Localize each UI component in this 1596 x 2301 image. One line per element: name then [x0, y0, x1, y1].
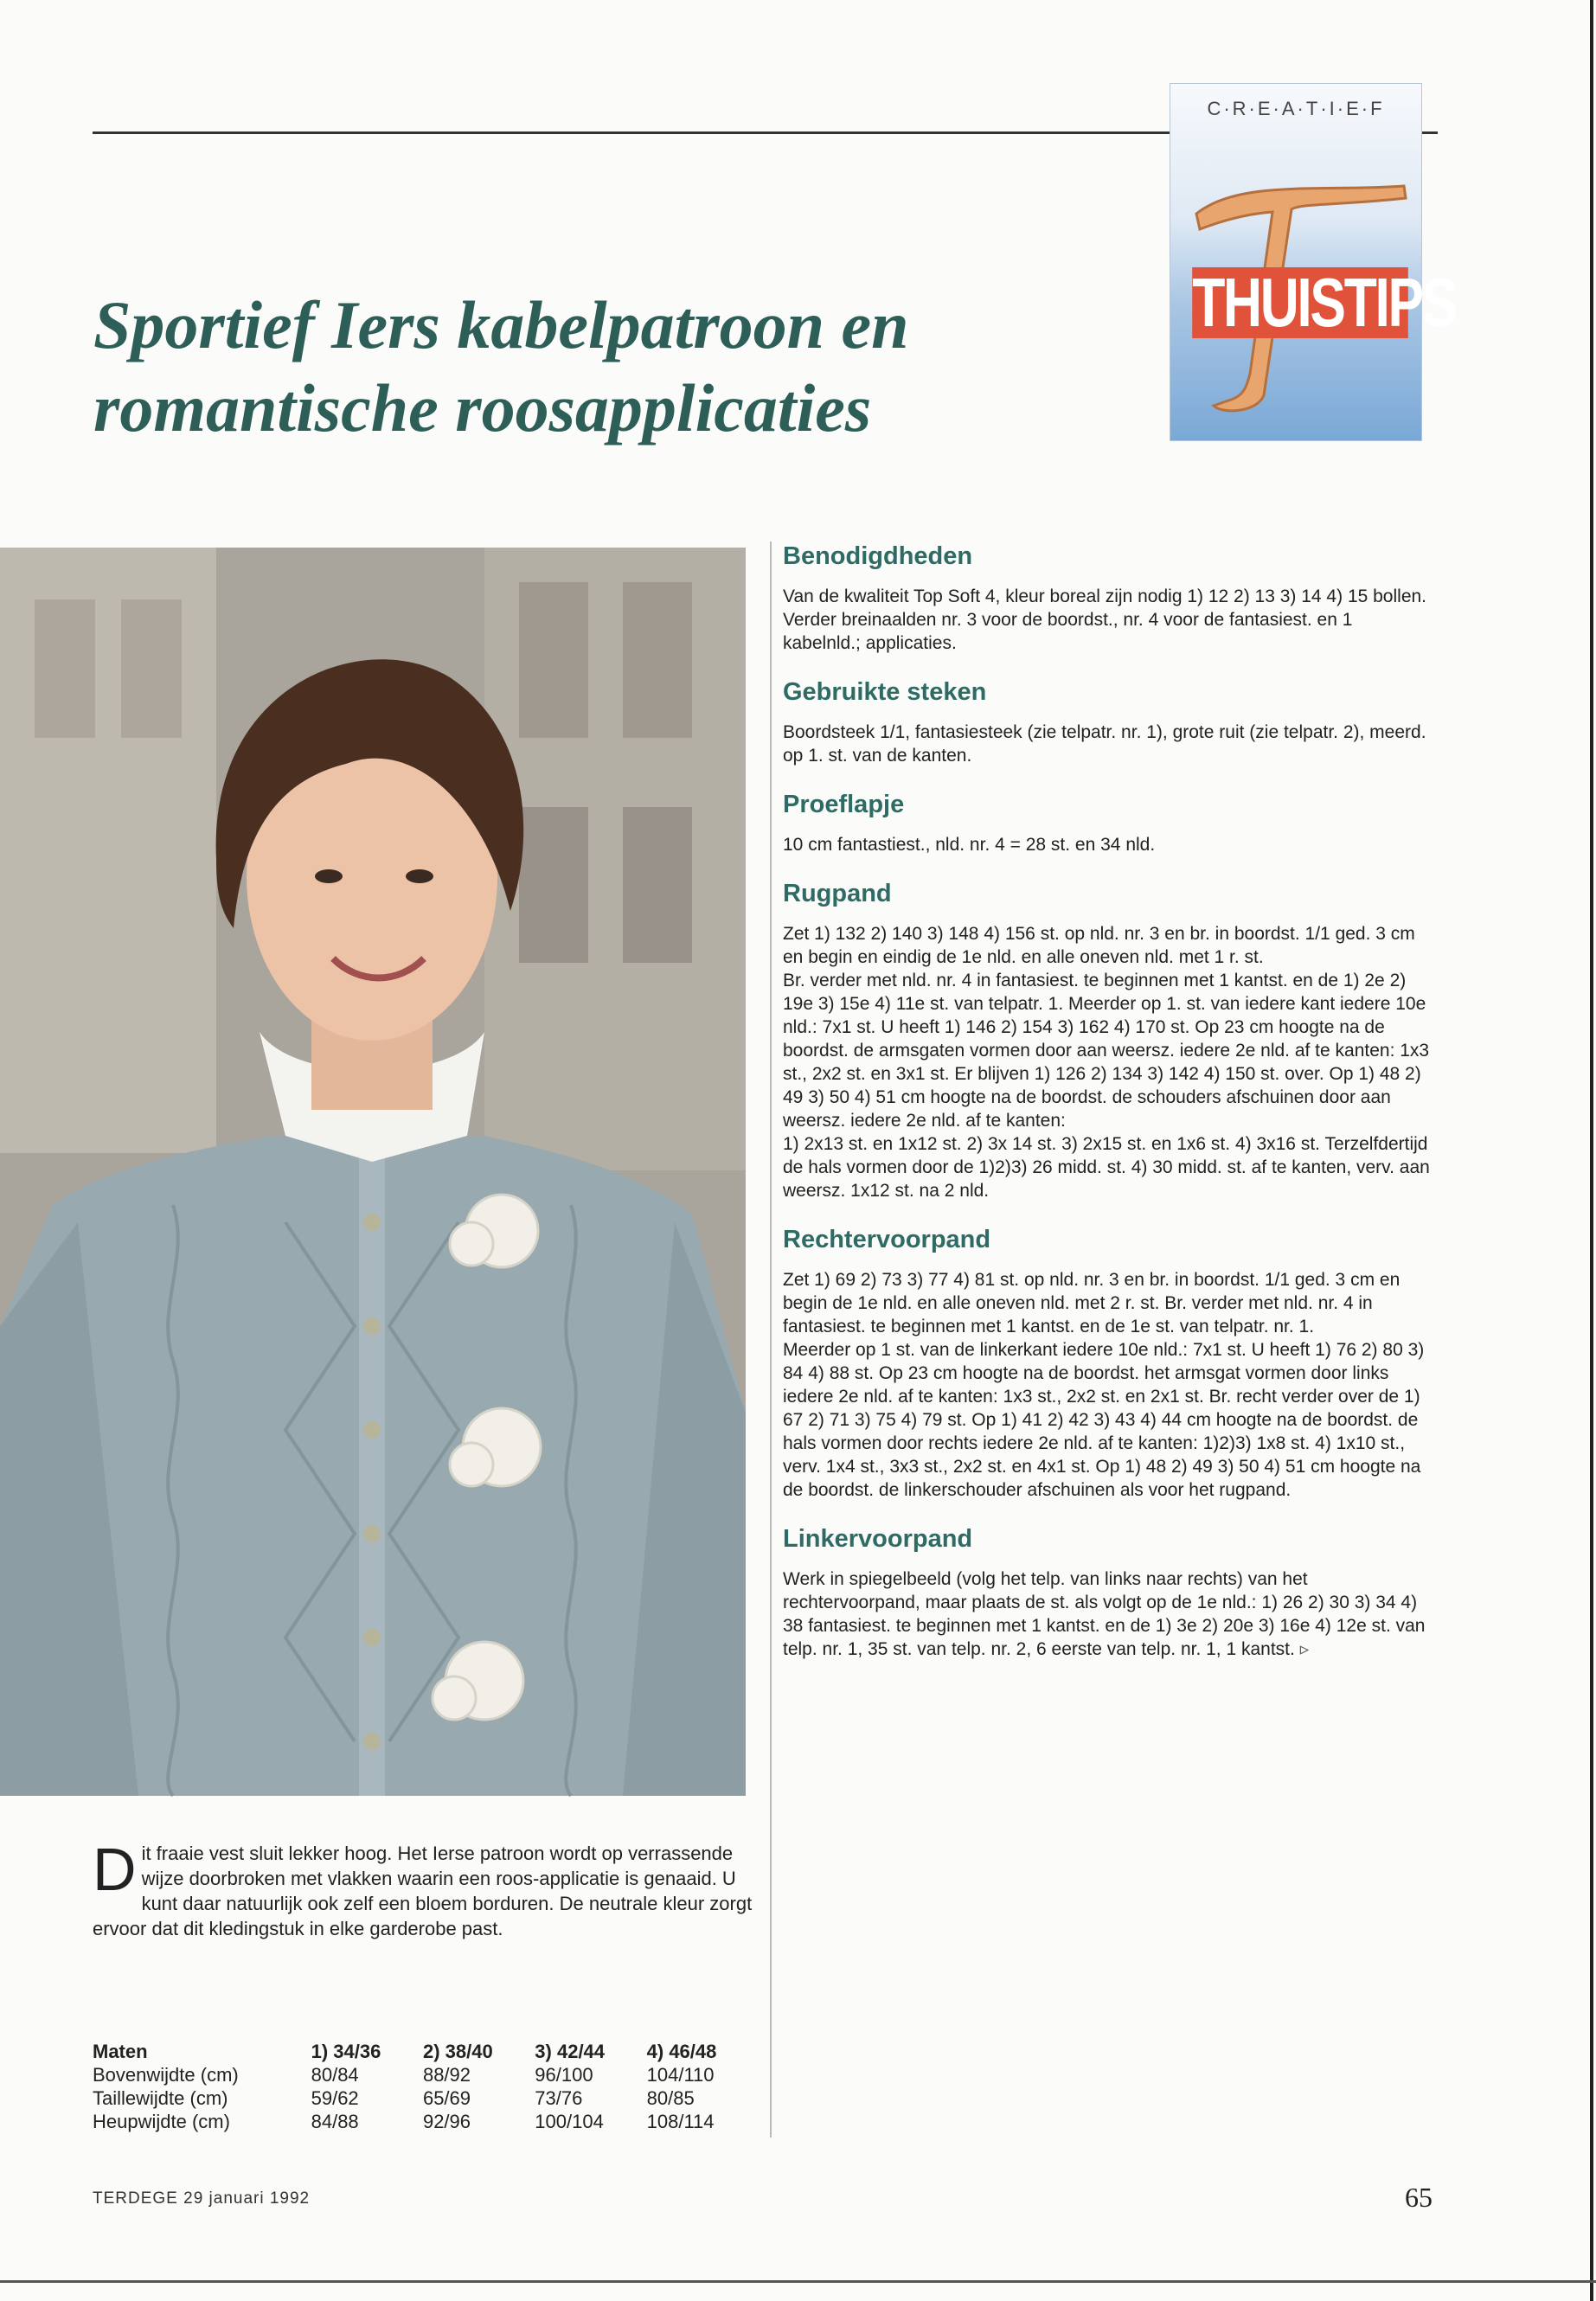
table-cell: 88/92 — [422, 2063, 471, 2086]
section-rugpand — [783, 879, 1433, 1202]
table-cell: 100/104 — [535, 2110, 604, 2132]
intro-paragraph — [93, 1836, 759, 1941]
sizes-header-size: 4) 46/48 — [646, 2040, 717, 2062]
instructions-column — [783, 542, 1433, 1683]
footer-source: TERDEGE 29 januari 1992 — [93, 2189, 311, 2208]
table-cell: 80/84 — [311, 2063, 359, 2086]
sizes-header-size: 3) 42/44 — [535, 2040, 606, 2062]
column-divider — [770, 542, 772, 2138]
section-body: Zet 1) 69 2) 73 3) 77 4) 81 st. op nld. nr. 3 en br. in boordst. 1/1 ged. 3 cm en begin de 1e nld. en alle oneven nld. met 2 r. st. Br. verder met nld. nr. 4 in fantasiest. te beginnen met 1 kantst. en de 1e st. van telpatr. nr. 1. — [783, 1270, 1401, 1336]
section-linkervoorpand — [783, 1524, 1433, 1661]
table-row — [93, 2110, 759, 2133]
table-cell: 65/69 — [422, 2086, 471, 2109]
section-body: Van de kwaliteit Top Soft 4, kleur boreal zijn nodig 1) 12 2) 13 3) 14 4) 15 bollen. Verder breinaalden nr. 3 voor de boordst., nr. 4 voor de fantasiest. en 1 kabelnld.; applicaties. — [783, 586, 1427, 653]
section-heading: Rechtervoorpand — [783, 1226, 991, 1253]
table-cell: 92/96 — [422, 2110, 471, 2132]
section-heading: Gebruikte steken — [783, 678, 987, 706]
section-heading: Proeflapje — [783, 791, 905, 818]
section-rechtervoorpand — [783, 1225, 1433, 1502]
intro-text: it fraaie vest sluit lekker hoog. Het Ierse patroon wordt op verrassende wijze doorbroken met vlakken waarin een roos-applicatie is genaaid. U kunt daar natuurlijk ook zelf een bloem borduren. De neutrale kleur zorgt ervoor dat dit kledingstuk in elke garderobe past. — [93, 1843, 753, 1939]
section-gebruikte-steken — [783, 677, 1433, 767]
section-body: Boordsteek 1/1, fantasiesteek (zie telpatr. nr. 1), grote ruit (zie telpatr. 2), meerd. op 1. st. van de kanten. — [783, 722, 1426, 766]
section-heading: Linkervoorpand — [783, 1525, 973, 1553]
section-proeflapje — [783, 790, 1433, 856]
table-row — [93, 2086, 759, 2110]
section-body-text: Werk in spiegelbeeld (volg het telp. van links naar rechts) van het rechtervoorpand, maar plaats de st. als volgt op de 1e nld.: 1) 26 2) 30 3) 34 4) 38 fantasiest. te beginnen met 1 kantst. en de 1) 3e 2) 20e 3) 16e 4) 12e st. van telp. nr. 1, 35 st. van telp. nr. 2, 6 eerste van telp. nr. 1, 1 kantst. — [783, 1569, 1426, 1659]
section-body — [783, 1567, 1433, 1661]
section-body: 1) 2x13 st. en 1x12 st. 2) 3x 14 st. 3) 2x15 st. en 1x6 st. 4) 3x16 st. Terzelfdertijd de hals vormen door de 1)2)3) 26 midd. st. 4) 30 midd. st. af te kanten, verv. aan weersz. 1x12 st. na 2 nld. — [783, 1134, 1430, 1201]
row-label: Heupwijdte (cm) — [93, 2110, 230, 2132]
section-body: Zet 1) 132 2) 140 3) 148 4) 156 st. op nld. nr. 3 en br. in boordst. 1/1 ged. 3 cm en begin en eindig de 1e nld. en alle oneven nld. met 1 r. st. — [783, 924, 1415, 967]
sizes-header-row — [93, 2040, 759, 2063]
section-body: 10 cm fantastiest., nld. nr. 4 = 28 st. en 34 nld. — [783, 835, 1156, 855]
continued-arrow-icon: ▹ — [1299, 1639, 1310, 1659]
table-cell: 96/100 — [535, 2063, 593, 2086]
page-edge-border — [1590, 0, 1593, 2301]
table-cell: 108/114 — [646, 2110, 715, 2132]
page-number: 65 — [1405, 2182, 1433, 2213]
title-line-1: Sportief Iers kabelpatroon en — [93, 287, 909, 362]
section-heading: Rugpand — [783, 880, 892, 907]
sizes-header-size: 1) 34/36 — [311, 2040, 381, 2062]
section-benodigdheden — [783, 542, 1433, 655]
sizes-header-size: 2) 38/40 — [422, 2040, 493, 2062]
section-body: Br. verder met nld. nr. 4 in fantasiest. te beginnen met 1 kantst. en de 1) 2e 2) 19e 3) 15e 4) 11e st. van telpatr. 1. Meerder op 1. st. van iedere kant iedere 10e nld.: 7x1 st. U heeft 1) 146 2) 154 3) 162 4) 170 st. Op 23 cm hoogte na de boordst. de armsgaten vormen door aan weersz. iedere 2e nld. af te kanten: 1x3 st., 2x2 st. en 3x1 st. Er blijven 1) 126 2) 134 3) 142 4) 150 st. over. Op 1) 48 2) 49 3) 50 4) 51 cm hoogte na de boordst. de schouders afschuinen door aan weersz. iedere 2e nld. af te kanten: — [783, 971, 1430, 1131]
section-heading: Benodigdheden — [783, 542, 973, 570]
logo-top-text: C·R·E·A·T·I·E·F — [1207, 98, 1385, 119]
row-label: Bovenwijdte (cm) — [93, 2063, 239, 2086]
table-cell: 84/88 — [311, 2110, 359, 2132]
table-cell: 59/62 — [311, 2086, 359, 2109]
section-body: Meerder op 1 st. van de linkerkant iedere 10e nld.: 7x1 st. U heeft 1) 76 2) 80 3) 84 4) 88 st. Op 23 cm hoogte na de boordst. het armsgat vormen door links iedere 2e nld. af te kanten: 1x3 st., 2x2 st. en 2x1 st. Br. recht verder over de 1) 67 2) 71 3) 75 4) 79 st. Op 1) 41 2) 42 3) 43 4) 44 cm hoogte na de boordst. de hals vormen door rechts iedere 2e nld. af te kanten: 1)2)3) 1x8 st. 4) 1x10 st., verv. 1x4 st., 3x3 st., 2x2 st. en 4x1 st. Op 1) 48 2) 49 3) 50 4) 51 cm hoogte na de boordst. de linkerschouder afschuinen als voor het rugpand. — [783, 1340, 1425, 1500]
thuistips-logo — [1170, 83, 1457, 441]
drop-cap: D — [93, 1836, 137, 1903]
sizes-table — [93, 2040, 759, 2133]
logo-t-letter-icon — [1170, 84, 1457, 440]
row-label: Taillewijdte (cm) — [93, 2086, 228, 2109]
photo-woman-in-cardigan — [0, 548, 746, 1796]
photo-illustration — [0, 548, 746, 1796]
page-title — [93, 284, 1131, 450]
table-row — [93, 2063, 759, 2086]
table-cell: 104/110 — [646, 2063, 715, 2086]
table-cell: 80/85 — [646, 2086, 695, 2109]
title-line-2: romantische roosapplicaties — [93, 370, 872, 445]
table-cell: 73/76 — [535, 2086, 583, 2109]
footer-rule — [0, 2280, 1596, 2283]
sizes-header-label: Maten — [93, 2040, 148, 2062]
logo-name: THUISTIPS — [1192, 264, 1457, 341]
